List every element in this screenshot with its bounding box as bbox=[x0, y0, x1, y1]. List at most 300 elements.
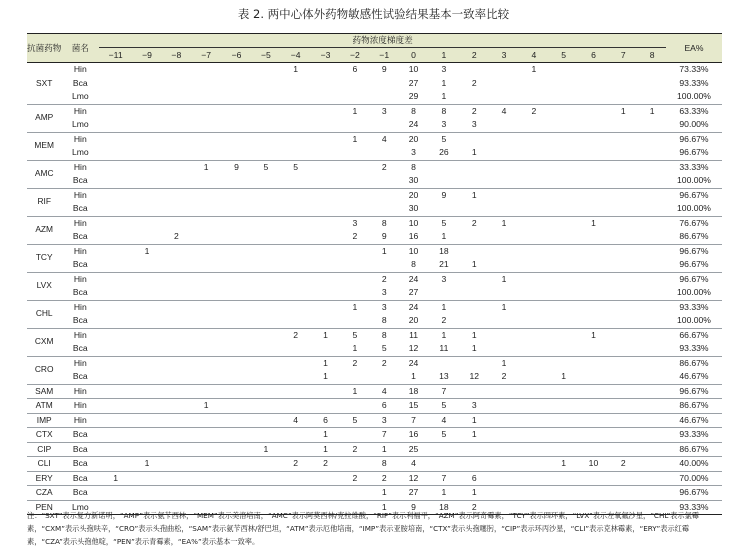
count-cell bbox=[99, 132, 132, 146]
count-cell bbox=[280, 342, 311, 356]
count-cell bbox=[519, 244, 549, 258]
count-cell bbox=[280, 216, 311, 230]
count-cell bbox=[191, 428, 222, 443]
count-cell bbox=[428, 442, 459, 457]
count-cell: 20 bbox=[399, 314, 429, 328]
count-cell bbox=[579, 413, 609, 428]
count-cell bbox=[222, 216, 252, 230]
count-cell bbox=[579, 272, 609, 286]
count-cell: 1 bbox=[311, 370, 340, 384]
drug-group bbox=[27, 328, 722, 356]
count-cell bbox=[549, 230, 579, 244]
ea-value: 96.67% bbox=[679, 133, 709, 144]
count-cell bbox=[280, 118, 311, 132]
count-cell: 3 bbox=[441, 273, 447, 284]
count-cell bbox=[132, 230, 162, 244]
count-cell bbox=[370, 77, 399, 91]
count-cell: 8 bbox=[381, 329, 387, 340]
count-cell bbox=[222, 413, 252, 428]
ea-value: 96.67% bbox=[679, 189, 709, 200]
count-cell bbox=[191, 174, 222, 188]
count-cell: 6 bbox=[370, 399, 399, 414]
count-cell bbox=[638, 272, 666, 286]
header-dilution-col: 1 bbox=[428, 48, 459, 63]
count-cell bbox=[132, 413, 162, 428]
count-cell bbox=[370, 258, 399, 272]
count-cell bbox=[99, 202, 132, 216]
count-cell: 5 bbox=[340, 413, 370, 428]
count-cell bbox=[132, 328, 162, 342]
count-cell: 8 bbox=[399, 258, 429, 272]
count-cell bbox=[99, 258, 132, 272]
count-cell bbox=[608, 328, 638, 342]
count-cell bbox=[638, 174, 666, 188]
count-cell bbox=[638, 314, 666, 328]
drug-group bbox=[27, 471, 722, 486]
count-cell bbox=[251, 399, 280, 414]
count-cell: 1 bbox=[501, 357, 507, 368]
count-cell bbox=[222, 314, 252, 328]
count-cell bbox=[222, 457, 252, 472]
count-cell bbox=[132, 132, 162, 146]
count-cell bbox=[311, 286, 340, 300]
count-cell bbox=[311, 300, 340, 314]
count-cell bbox=[459, 230, 489, 244]
count-cell bbox=[549, 90, 579, 104]
header-dilution-col: 7 bbox=[608, 48, 638, 63]
table-footnote: 注：“SXT”表示复方新诺明，“AMP”表示氨苄西林，“MEM”表示美洛培南，“AMC”表示阿莫西林/克拉维酸，“RIF”表示利福平，“AZM”表示阿奇霉素，“TCY”表示四环素，“LVX”表示左氧氟沙星，“CHL”表示氯霉素，“CXM”表示头孢呋辛，“CRO”表示头孢曲松，“SAM”表示氨苄西林/舒巴坦，“ATM”表示厄他培南，“IMP”表示亚胺培南，“CTX”表示头孢噻肟，“CIP”表示环丙沙星，“CLI”表示克林霉素，“ERY”表示红霉素，“CZA”表示头孢他啶，“PEN”表示青霉素，“EA%”表示基本一致率。 bbox=[27, 511, 699, 546]
count-cell bbox=[608, 342, 638, 356]
count-cell bbox=[549, 104, 579, 118]
count-cell bbox=[638, 77, 666, 91]
count-cell bbox=[638, 258, 666, 272]
count-cell bbox=[162, 244, 191, 258]
count-cell bbox=[459, 202, 489, 216]
count-cell bbox=[489, 428, 519, 443]
count-cell bbox=[519, 370, 549, 384]
table-row bbox=[27, 356, 722, 370]
count-cell bbox=[222, 300, 252, 314]
drug-name: CRO bbox=[27, 356, 61, 384]
count-cell bbox=[251, 328, 280, 342]
count-cell bbox=[340, 146, 370, 160]
count-cell: 24 bbox=[408, 357, 419, 368]
count-cell: 1 bbox=[591, 217, 596, 228]
count-cell bbox=[340, 202, 370, 216]
count-cell bbox=[519, 272, 549, 286]
count-cell: 1 bbox=[428, 230, 459, 244]
count-cell bbox=[579, 188, 609, 202]
count-cell: 8 bbox=[381, 217, 387, 228]
drug-name: CXM bbox=[27, 328, 61, 356]
count-cell bbox=[428, 457, 459, 472]
count-cell: 12 bbox=[399, 342, 429, 356]
ea-value: 100.00% bbox=[666, 314, 722, 328]
count-cell bbox=[579, 174, 609, 188]
count-cell bbox=[489, 230, 519, 244]
count-cell bbox=[222, 77, 252, 91]
drug-group bbox=[27, 356, 722, 384]
count-cell: 8 bbox=[411, 105, 416, 116]
count-cell bbox=[340, 90, 370, 104]
count-cell bbox=[162, 63, 191, 77]
count-cell: 3 bbox=[381, 105, 387, 116]
count-cell bbox=[340, 314, 370, 328]
count-cell: 8 bbox=[370, 457, 399, 472]
count-cell bbox=[638, 328, 666, 342]
count-cell bbox=[132, 384, 162, 399]
count-cell: 1 bbox=[340, 342, 370, 356]
count-cell bbox=[638, 202, 666, 216]
count-cell bbox=[191, 244, 222, 258]
count-cell bbox=[519, 258, 549, 272]
count-cell bbox=[428, 286, 459, 300]
drug-group bbox=[27, 457, 722, 472]
count-cell bbox=[191, 104, 222, 118]
count-cell bbox=[638, 370, 666, 384]
drug-group bbox=[27, 442, 722, 457]
count-cell bbox=[251, 258, 280, 272]
count-cell bbox=[311, 63, 340, 77]
count-cell bbox=[489, 342, 519, 356]
count-cell bbox=[608, 413, 638, 428]
count-cell bbox=[191, 471, 222, 486]
count-cell bbox=[311, 104, 340, 118]
strain-name: Hin bbox=[73, 301, 87, 312]
header-dilution-col: −2 bbox=[340, 48, 370, 63]
count-cell: 2 bbox=[311, 457, 340, 472]
count-cell bbox=[99, 300, 132, 314]
count-cell bbox=[579, 244, 609, 258]
count-cell bbox=[99, 328, 132, 342]
count-cell: 5 bbox=[263, 161, 269, 172]
count-cell bbox=[251, 471, 280, 486]
count-cell: 2 bbox=[531, 105, 537, 116]
count-cell bbox=[132, 272, 162, 286]
count-cell: 2 bbox=[162, 230, 191, 244]
count-cell: 24 bbox=[408, 301, 419, 312]
count-cell: 3 bbox=[381, 301, 387, 312]
ea-value: 86.67% bbox=[666, 442, 722, 457]
table-row bbox=[27, 244, 722, 258]
strain-name: Lmo bbox=[61, 146, 99, 160]
count-cell bbox=[99, 77, 132, 91]
drug-name: CZA bbox=[27, 486, 61, 501]
count-cell: 7 bbox=[399, 413, 429, 428]
count-cell bbox=[549, 174, 579, 188]
count-cell: 1 bbox=[340, 384, 370, 399]
count-cell bbox=[222, 272, 252, 286]
count-cell: 1 bbox=[144, 245, 150, 256]
drug-group bbox=[27, 399, 722, 414]
count-cell bbox=[191, 188, 222, 202]
count-cell bbox=[638, 457, 666, 472]
count-cell bbox=[489, 77, 519, 91]
strain-name: Hin bbox=[73, 133, 87, 144]
count-cell bbox=[519, 356, 549, 370]
count-cell bbox=[280, 428, 311, 443]
count-cell: 2 bbox=[381, 357, 387, 368]
ea-value: 86.67% bbox=[666, 399, 722, 414]
count-cell: 1 bbox=[381, 245, 387, 256]
count-cell bbox=[311, 174, 340, 188]
count-cell bbox=[579, 471, 609, 486]
count-cell: 3 bbox=[370, 413, 399, 428]
count-cell bbox=[608, 356, 638, 370]
count-cell bbox=[280, 442, 311, 457]
count-cell bbox=[489, 286, 519, 300]
count-cell bbox=[549, 188, 579, 202]
drug-group bbox=[27, 244, 722, 272]
table-row bbox=[27, 328, 722, 342]
count-cell bbox=[519, 188, 549, 202]
count-cell bbox=[549, 286, 579, 300]
count-cell bbox=[519, 118, 549, 132]
count-cell: 20 bbox=[408, 133, 419, 144]
strain-name: Bca bbox=[61, 174, 99, 188]
count-cell bbox=[280, 370, 311, 384]
count-cell bbox=[608, 174, 638, 188]
count-cell bbox=[311, 471, 340, 486]
ea-value: 96.67% bbox=[666, 146, 722, 160]
count-cell bbox=[489, 188, 519, 202]
count-cell: 2 bbox=[428, 314, 459, 328]
count-cell bbox=[162, 457, 191, 472]
count-cell: 2 bbox=[280, 457, 311, 472]
ea-value: 100.00% bbox=[666, 174, 722, 188]
count-cell: 1 bbox=[649, 105, 655, 116]
count-cell bbox=[280, 272, 311, 286]
count-cell bbox=[191, 370, 222, 384]
count-cell: 5 bbox=[441, 133, 447, 144]
count-cell: 10 bbox=[408, 217, 419, 228]
count-cell: 1 bbox=[370, 500, 399, 515]
count-cell bbox=[162, 286, 191, 300]
drug-name: CIP bbox=[27, 442, 61, 457]
count-cell bbox=[191, 342, 222, 356]
count-cell: 7 bbox=[370, 428, 399, 443]
header-dilution-col: 4 bbox=[519, 48, 549, 63]
count-cell bbox=[280, 202, 311, 216]
count-cell: 10 bbox=[408, 245, 419, 256]
table-row bbox=[27, 77, 722, 91]
count-cell bbox=[608, 428, 638, 443]
count-cell bbox=[579, 286, 609, 300]
count-cell bbox=[99, 230, 132, 244]
count-cell bbox=[222, 230, 252, 244]
count-cell bbox=[489, 457, 519, 472]
count-cell bbox=[549, 356, 579, 370]
count-cell bbox=[549, 328, 579, 342]
table-row bbox=[27, 202, 722, 216]
count-cell bbox=[280, 356, 311, 370]
count-cell bbox=[162, 428, 191, 443]
count-cell bbox=[162, 174, 191, 188]
count-cell: 7 bbox=[428, 471, 459, 486]
count-cell bbox=[222, 384, 252, 399]
table-row bbox=[27, 63, 722, 77]
table-row bbox=[27, 384, 722, 399]
count-cell bbox=[191, 63, 222, 77]
count-cell bbox=[251, 202, 280, 216]
count-cell bbox=[222, 90, 252, 104]
count-cell bbox=[191, 146, 222, 160]
count-cell bbox=[579, 258, 609, 272]
count-cell bbox=[519, 399, 549, 414]
count-cell: 15 bbox=[399, 399, 429, 414]
count-cell: 3 bbox=[399, 146, 429, 160]
strain-name: Bca bbox=[61, 202, 99, 216]
count-cell bbox=[579, 90, 609, 104]
header-dilution-col: −4 bbox=[280, 48, 311, 63]
count-cell bbox=[549, 216, 579, 230]
count-cell bbox=[519, 342, 549, 356]
ea-value: 93.33% bbox=[679, 301, 709, 312]
count-cell: 1 bbox=[428, 486, 459, 501]
table-row bbox=[27, 314, 722, 328]
count-cell: 1 bbox=[459, 428, 489, 443]
header-concentration-diff: 药物浓度梯度差 bbox=[99, 34, 666, 48]
count-cell: 24 bbox=[399, 118, 429, 132]
strain-name: Bca bbox=[61, 258, 99, 272]
count-cell bbox=[162, 90, 191, 104]
strain-name: Hin bbox=[73, 329, 87, 340]
drug-name: AMP bbox=[27, 104, 61, 132]
count-cell bbox=[549, 428, 579, 443]
count-cell bbox=[579, 486, 609, 501]
count-cell: 8 bbox=[370, 314, 399, 328]
count-cell bbox=[280, 258, 311, 272]
count-cell bbox=[222, 132, 252, 146]
count-cell bbox=[311, 230, 340, 244]
count-cell bbox=[191, 486, 222, 501]
strain-name: Bca bbox=[61, 286, 99, 300]
count-cell bbox=[489, 328, 519, 342]
count-cell bbox=[99, 356, 132, 370]
count-cell bbox=[251, 216, 280, 230]
count-cell bbox=[162, 146, 191, 160]
count-cell bbox=[519, 428, 549, 443]
strain-name: Hin bbox=[73, 64, 87, 74]
count-cell bbox=[608, 146, 638, 160]
count-cell bbox=[579, 202, 609, 216]
ea-value: 86.67% bbox=[666, 230, 722, 244]
count-cell bbox=[280, 146, 311, 160]
count-cell bbox=[132, 118, 162, 132]
count-cell bbox=[99, 428, 132, 443]
count-cell bbox=[311, 77, 340, 91]
count-cell bbox=[340, 160, 370, 174]
drug-name: RIF bbox=[27, 188, 61, 216]
count-cell bbox=[549, 300, 579, 314]
count-cell bbox=[579, 399, 609, 414]
count-cell bbox=[162, 160, 191, 174]
count-cell bbox=[519, 328, 549, 342]
count-cell bbox=[162, 399, 191, 414]
count-cell: 10 bbox=[408, 64, 419, 74]
ea-value: 66.67% bbox=[679, 329, 709, 340]
strain-name: Bca bbox=[61, 428, 99, 443]
ea-value: 96.67% bbox=[666, 486, 722, 501]
count-cell bbox=[162, 104, 191, 118]
count-cell bbox=[519, 486, 549, 501]
count-cell bbox=[162, 486, 191, 501]
count-cell: 1 bbox=[549, 457, 579, 472]
count-cell bbox=[311, 258, 340, 272]
count-cell bbox=[132, 160, 162, 174]
header-dilution-col: −9 bbox=[132, 48, 162, 63]
count-cell bbox=[311, 188, 340, 202]
count-cell bbox=[99, 90, 132, 104]
count-cell bbox=[251, 146, 280, 160]
count-cell: 1 bbox=[352, 105, 358, 116]
count-cell bbox=[191, 202, 222, 216]
count-cell: 1 bbox=[99, 471, 132, 486]
count-cell: 1 bbox=[352, 301, 358, 312]
count-cell: 27 bbox=[408, 77, 419, 88]
count-cell bbox=[428, 174, 459, 188]
count-cell bbox=[162, 272, 191, 286]
table-row bbox=[27, 118, 722, 132]
header-dilution-col: 0 bbox=[399, 48, 429, 63]
count-cell: 26 bbox=[428, 146, 459, 160]
count-cell bbox=[549, 258, 579, 272]
count-cell bbox=[608, 384, 638, 399]
drug-group bbox=[27, 160, 722, 188]
count-cell bbox=[311, 244, 340, 258]
ea-value: 73.33% bbox=[679, 64, 709, 74]
count-cell bbox=[608, 160, 638, 174]
count-cell bbox=[608, 132, 638, 146]
strain-name: Hin bbox=[73, 245, 87, 256]
count-cell bbox=[579, 428, 609, 443]
count-cell bbox=[222, 356, 252, 370]
count-cell bbox=[191, 272, 222, 286]
count-cell bbox=[99, 160, 132, 174]
header-dilution-col: 5 bbox=[549, 48, 579, 63]
header-dilution-col: −3 bbox=[311, 48, 340, 63]
count-cell bbox=[280, 90, 311, 104]
table-row bbox=[27, 132, 722, 146]
count-cell bbox=[489, 442, 519, 457]
count-cell bbox=[222, 202, 252, 216]
count-cell bbox=[340, 428, 370, 443]
count-cell bbox=[340, 286, 370, 300]
count-cell bbox=[519, 146, 549, 160]
count-cell: 2 bbox=[340, 471, 370, 486]
count-cell bbox=[579, 300, 609, 314]
count-cell bbox=[549, 63, 579, 77]
header-drug: 抗菌药物 bbox=[27, 34, 61, 63]
count-cell bbox=[280, 399, 311, 414]
count-cell bbox=[311, 202, 340, 216]
count-cell: 1 bbox=[323, 357, 328, 368]
count-cell bbox=[549, 413, 579, 428]
count-cell bbox=[579, 160, 609, 174]
drug-name: TCY bbox=[27, 244, 61, 272]
count-cell bbox=[608, 300, 638, 314]
count-cell bbox=[162, 342, 191, 356]
count-cell bbox=[519, 202, 549, 216]
ea-value: 46.67% bbox=[666, 413, 722, 428]
count-cell bbox=[132, 342, 162, 356]
drug-group bbox=[27, 216, 722, 244]
count-cell: 25 bbox=[399, 442, 429, 457]
count-cell bbox=[162, 413, 191, 428]
count-cell bbox=[549, 442, 579, 457]
count-cell bbox=[638, 286, 666, 300]
count-cell: 1 bbox=[501, 273, 507, 284]
